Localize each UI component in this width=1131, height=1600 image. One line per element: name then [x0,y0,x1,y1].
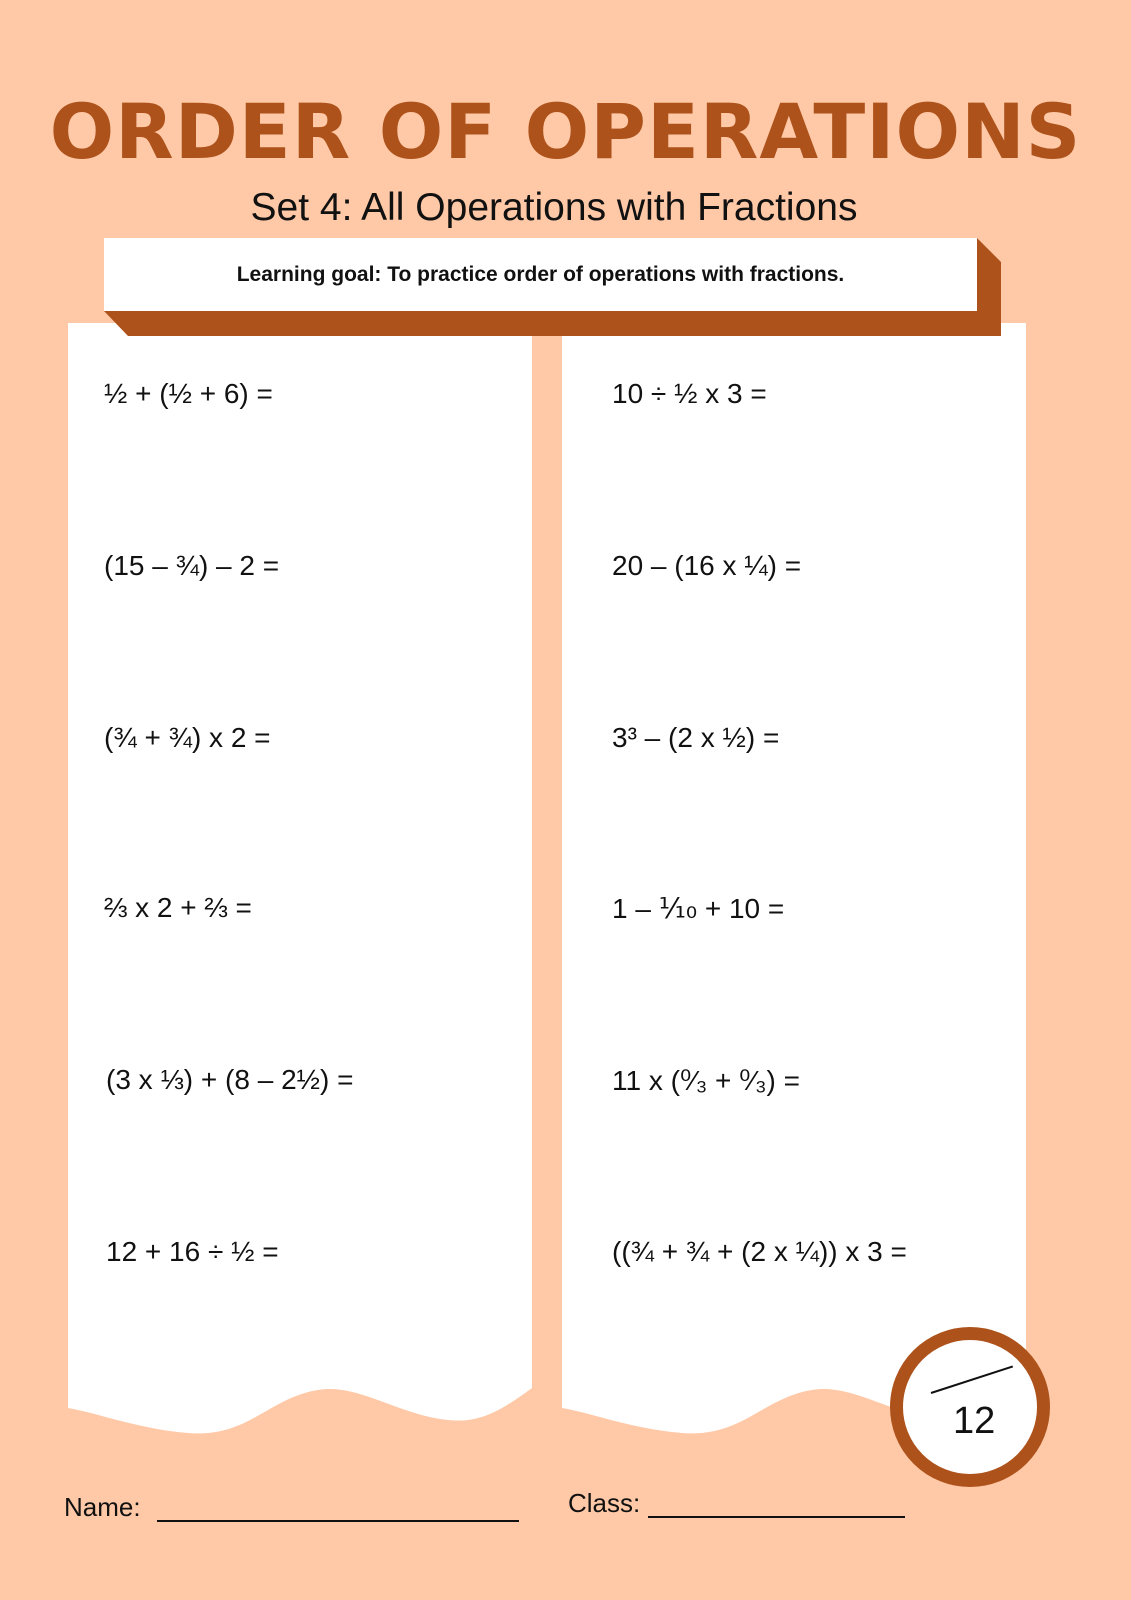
score-circle [890,1327,1050,1487]
name-field-line[interactable] [157,1520,519,1522]
learning-goal-banner [104,238,977,311]
problem-3: (¾ + ¾) x 2 = [104,722,271,753]
left-problem-panel [68,323,532,1443]
learning-goal-text: Learning goal: To practice order of operations with fractions. [236,262,845,286]
banner-extrusion [0,0,1131,400]
problem-2: (15 – ¾) – 2 = [104,550,280,581]
problem-6: 12 + 16 ÷ ½ = [106,1236,279,1267]
class-label: Class: [568,1488,641,1518]
score-slash [931,1365,1013,1393]
worksheet-subtitle: Set 4: All Operations with Fractions [250,186,858,229]
name-label: Name: [64,1492,141,1522]
problem-9: 3³ – (2 x ½) = [612,722,780,753]
problem-12: ((¾ + ¾ + (2 x ¼)) x 3 = [612,1236,907,1267]
problem-5: (3 x ⅓) + (8 – 2½) = [106,1064,354,1095]
score-total: 12 [953,1400,996,1442]
right-problem-panel [562,323,1026,1443]
problem-7: 10 ÷ ½ x 3 = [612,378,767,409]
problem-8: 20 – (16 x ¼) = [612,550,802,581]
worksheet-title: ORDER OF OPERATIONS [49,87,1082,176]
class-field-line[interactable] [648,1516,905,1518]
problem-1: ½ + (½ + 6) = [104,378,273,409]
problem-4: ⅔ x 2 + ⅔ = [104,892,252,923]
problem-11: 11 x (⁰⁄₃ + ⁰⁄₃) = [612,1065,800,1096]
problem-10: 1 – ⅒ + 10 = [612,893,785,924]
